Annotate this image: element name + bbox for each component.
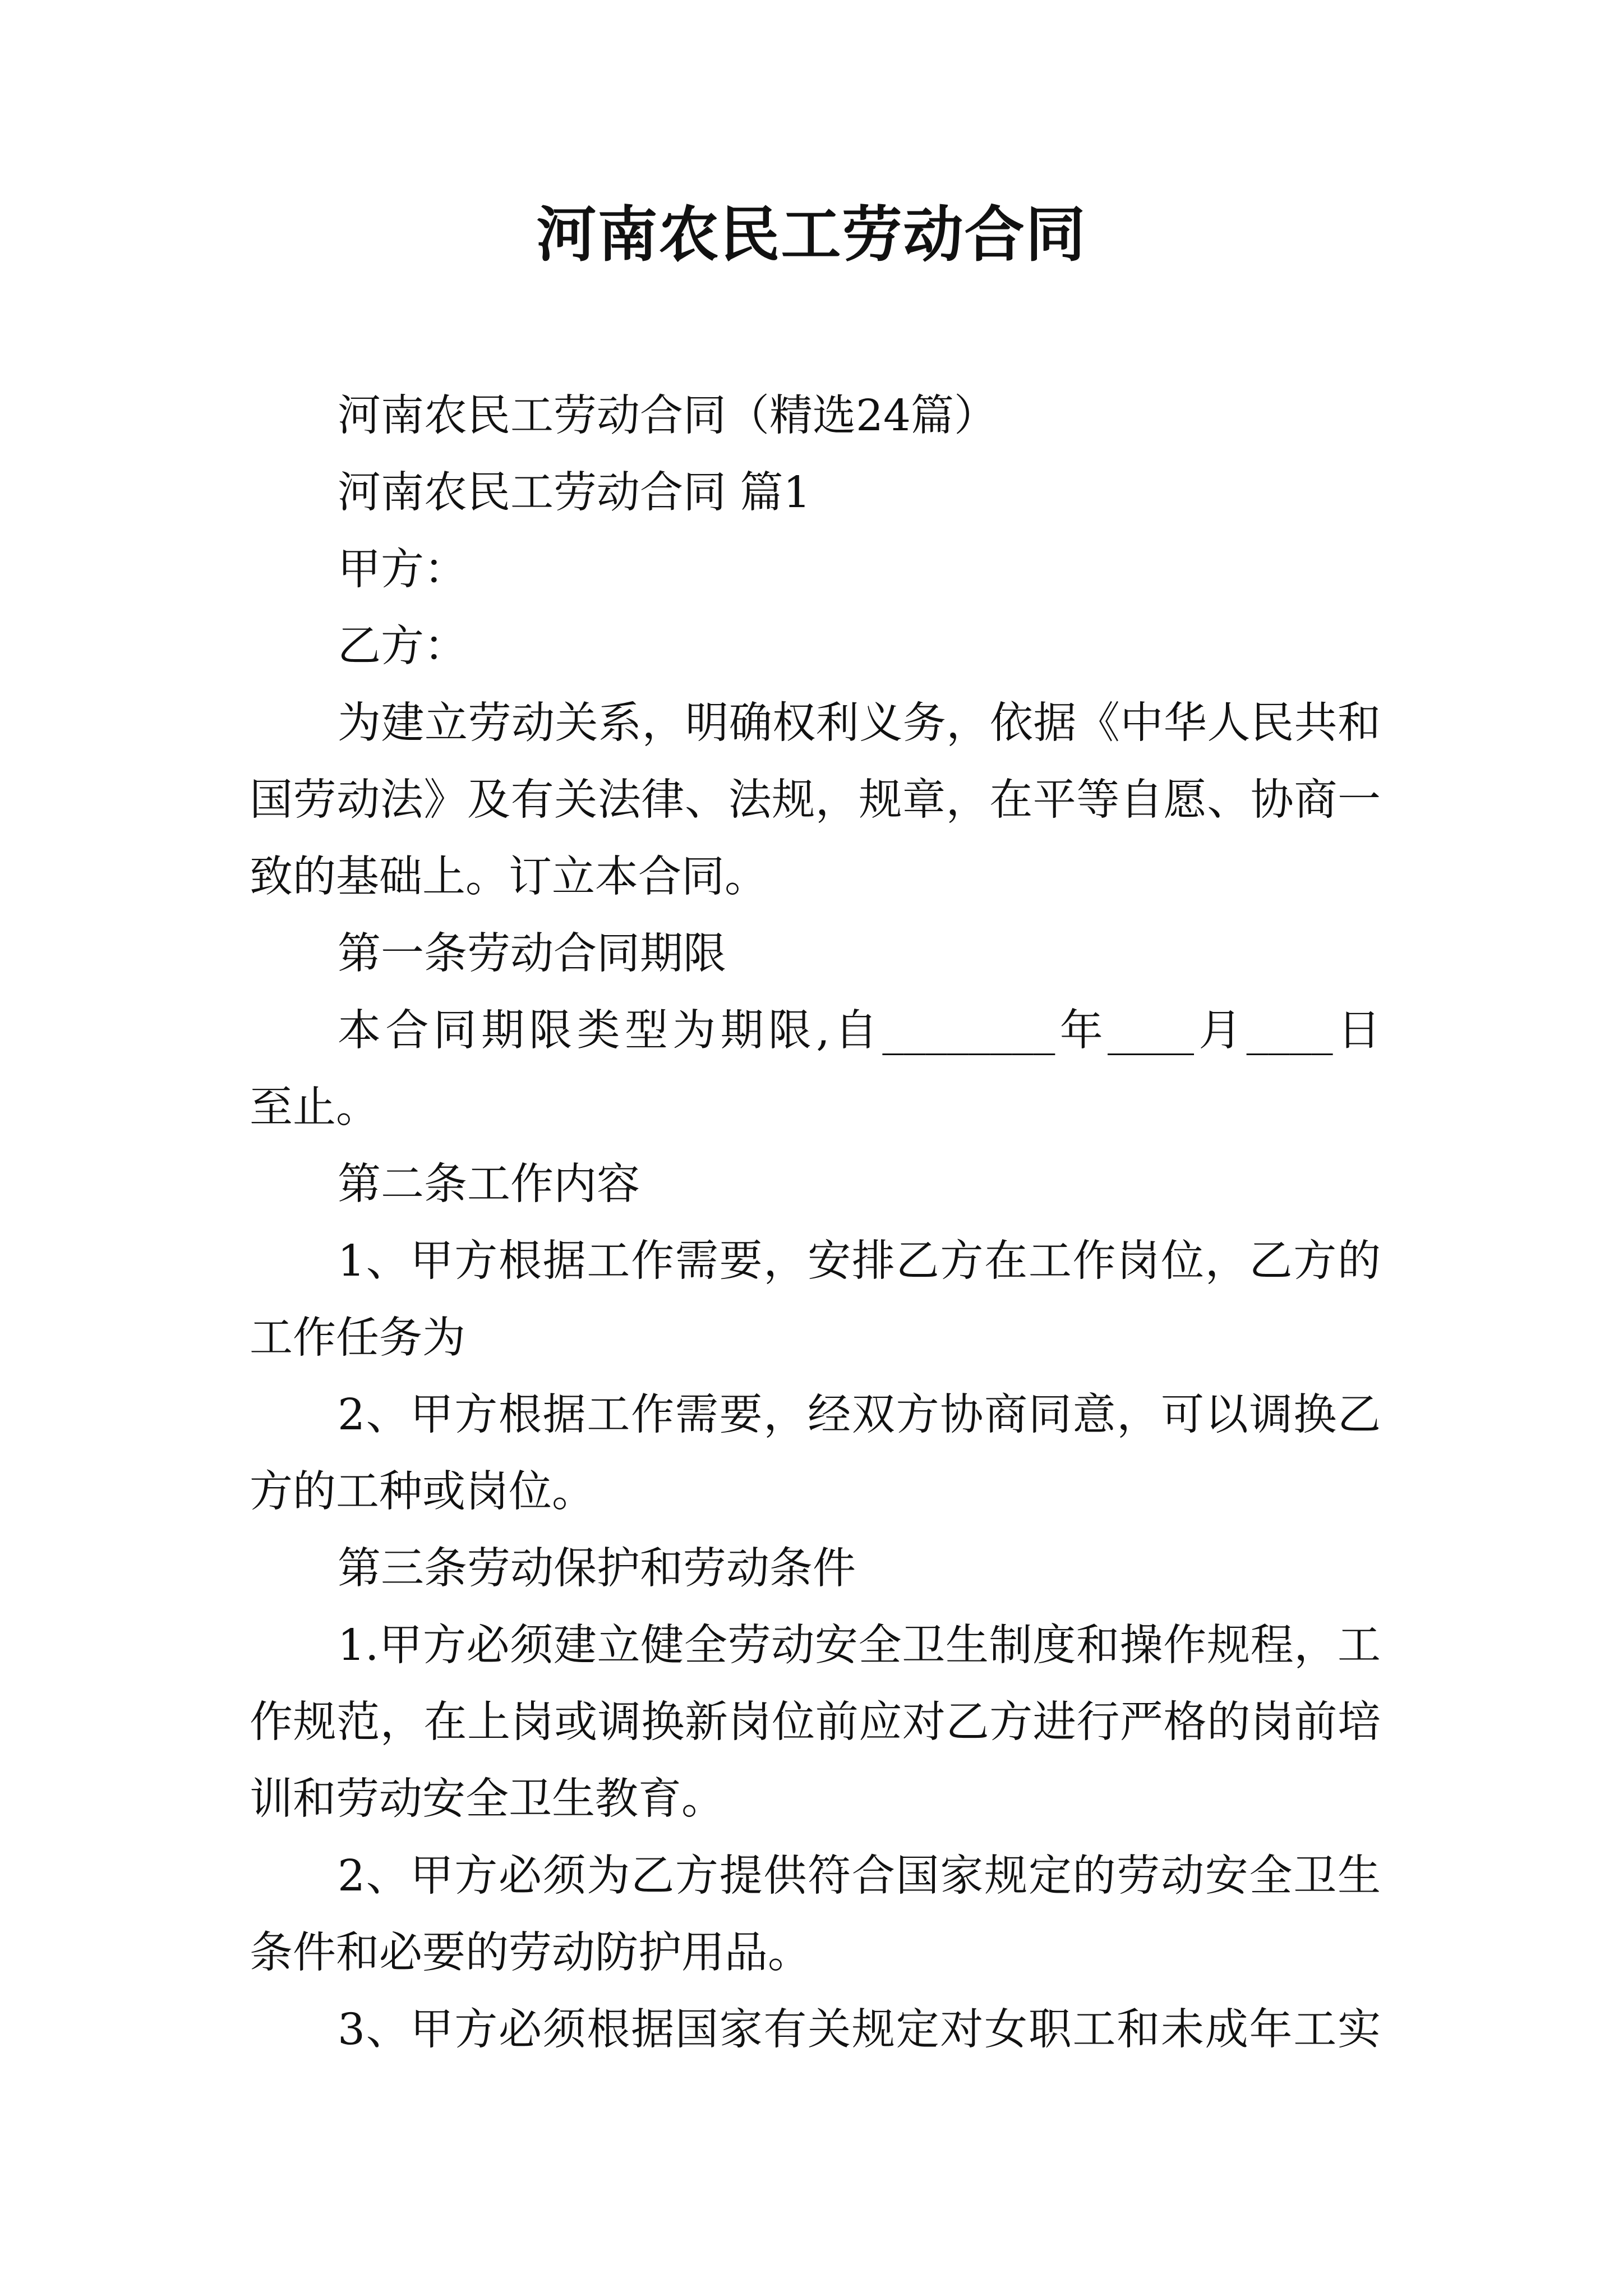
paragraph-line: 第三条劳动保护和劳动条件 — [338, 1544, 856, 1594]
paragraph-line: 作规范，在上岗或调换新岗位前应对乙方进行严格的岗前培 — [250, 1697, 1381, 1747]
paragraph-line: 工作任务为 — [250, 1313, 465, 1363]
paragraph-line: 2、甲方根据工作需要，经双方协商同意，可以调换乙 — [338, 1390, 1381, 1440]
section-heading-article-3 — [250, 1530, 1381, 1607]
paragraph-line: 至止。 — [250, 1083, 379, 1133]
paragraph-line: 致的基础上。订立本合同。 — [250, 852, 768, 902]
document-body — [250, 378, 1381, 2068]
section-heading-article-1 — [250, 915, 1381, 992]
paragraph-line: 第一条劳动合同期限 — [338, 929, 726, 979]
paragraph-line: 国劳动法》及有关法律、法规，规章，在平等自愿、协商一 — [250, 775, 1381, 825]
paragraph-line: 第二条工作内容 — [338, 1159, 640, 1209]
paragraph-line: 本合同期限类型为期限,自________年____月____日 — [338, 1006, 1381, 1056]
paragraph-collection-heading — [250, 378, 1381, 454]
paragraph-party-a — [250, 531, 1381, 608]
paragraph-protection-item-1 — [250, 1607, 1381, 1838]
paragraph-line: 1.甲方必须建立健全劳动安全卫生制度和操作规程，工 — [338, 1621, 1381, 1671]
paragraph-work-item-1 — [250, 1223, 1381, 1377]
paragraph-line: 1、甲方根据工作需要，安排乙方在工作岗位，乙方的 — [338, 1236, 1381, 1286]
paragraph-line: 为建立劳动关系，明确权利义务，依据《中华人民共和 — [338, 698, 1381, 748]
paragraph-preamble — [250, 685, 1381, 915]
paragraph-contract-heading — [250, 454, 1381, 531]
paragraph-line: 河南农民工劳动合同（精选24篇） — [338, 391, 997, 441]
paragraph-protection-item-3 — [250, 1991, 1381, 2068]
paragraph-line: 乙方： — [338, 622, 467, 671]
paragraph-party-b — [250, 608, 1381, 685]
paragraph-protection-item-2 — [250, 1838, 1381, 1991]
section-heading-article-2 — [250, 1146, 1381, 1223]
paragraph-line: 方的工种或岗位。 — [250, 1467, 595, 1517]
document-title: 河南农民工劳动合同 — [536, 200, 1087, 270]
paragraph-line: 3、甲方必须根据国家有关规定对女职工和未成年工实 — [338, 2005, 1381, 2055]
paragraph-line: 河南农民工劳动合同 篇1 — [338, 468, 811, 518]
paragraph-line: 训和劳动安全卫生教育。 — [250, 1774, 725, 1824]
paragraph-line: 2、甲方必须为乙方提供符合国家规定的劳动安全卫生 — [338, 1851, 1381, 1901]
paragraph-line: 甲方： — [338, 545, 467, 595]
paragraph-line: 条件和必要的劳动防护用品。 — [250, 1928, 811, 1978]
paragraph-work-item-2 — [250, 1377, 1381, 1530]
paragraph-contract-term — [250, 992, 1381, 1146]
